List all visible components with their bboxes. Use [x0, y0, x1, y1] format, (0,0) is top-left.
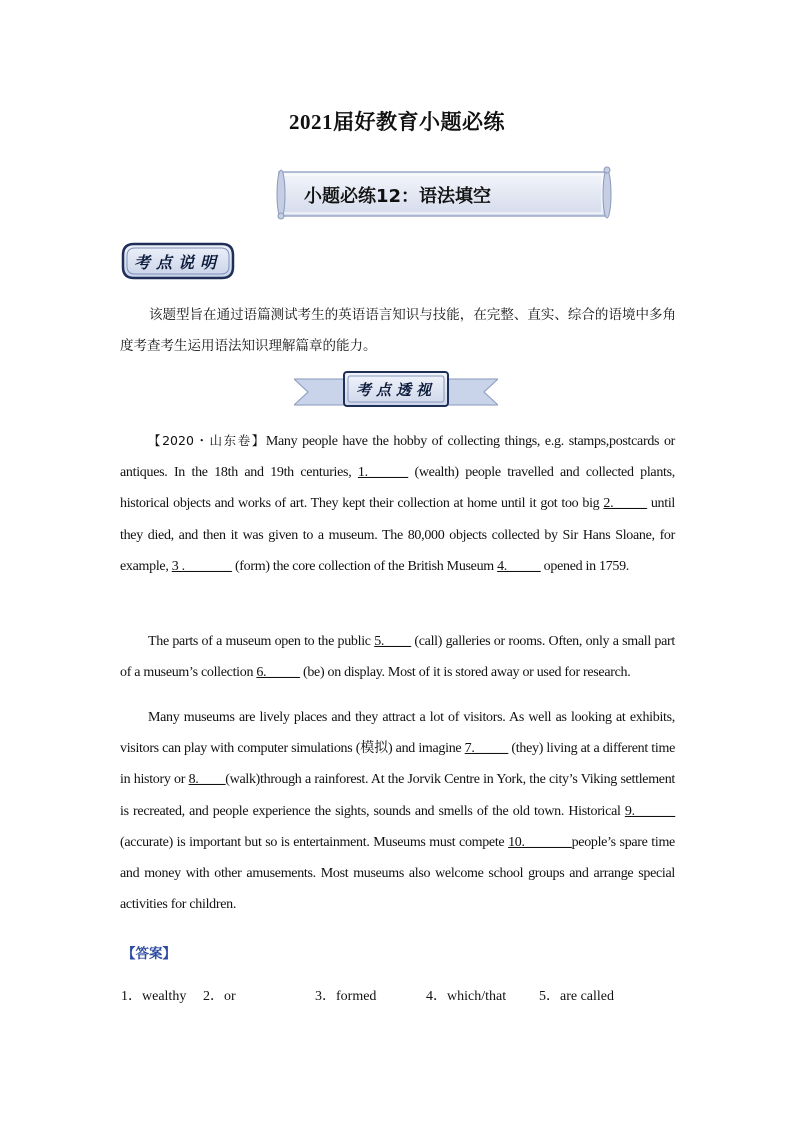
- ribbon-label: 考点透视: [355, 381, 436, 399]
- passage-text: (accurate) is important but so is entertainment. Museums must compete: [120, 834, 509, 850]
- blank-6[interactable]: 6._____: [256, 665, 300, 681]
- passage-paragraph-3: [120, 702, 675, 920]
- blank-9[interactable]: 9.______: [624, 803, 675, 819]
- blank-8[interactable]: 8.____: [188, 772, 226, 788]
- passage-text: (be) on display. Most of it is stored away or used for research.: [299, 665, 631, 681]
- blank-1[interactable]: 1.______: [357, 465, 409, 481]
- section-description: 该题型旨在通过语篇测试考生的英语语言知识与技能，在完整、直实、综合的语境中多角度考查考生运用语法知识理解篇章的能力。: [120, 307, 676, 354]
- passage-text: Many people have the hobby of collecting things, e.g. stamps,postcards or antiques. In the 18th and 19th centuries,: [120, 434, 676, 481]
- blank-2[interactable]: 2._____: [603, 496, 647, 512]
- passage-source: 【2020・山东卷】: [148, 433, 266, 448]
- passage-text: (they) living at a different time in history or: [120, 741, 675, 788]
- passage-text: (walk)through a rainforest. At the Jorvik Centre in York, the city’s Viking settlement is recreated, and people experience the sights, sounds and smells of the old town. Historical: [120, 772, 675, 819]
- blank-7[interactable]: 7._____: [464, 741, 509, 757]
- answer-item: 1．wealthy: [121, 989, 187, 1004]
- passage-text: Many museums are lively places and they attract a lot of visitors. As well as looking at exhibits, visitors can play with computer simulations (模拟) and imagine: [120, 710, 675, 757]
- passage-text: until they died, and then it was given to a museum. The 80,000 objects collected by Sir Hans Sloane, for example,: [120, 496, 675, 574]
- badge-label: 考点说明: [133, 253, 222, 272]
- answer-item: 2．or: [203, 989, 236, 1004]
- passage-paragraph-1: [120, 425, 675, 582]
- answer-item: 3．formed: [315, 989, 377, 1004]
- passage-text: (call) galleries or rooms. Often, only a small part of a museum’s collection: [120, 634, 675, 681]
- passage-text: (wealth) people travelled and collected plants, historical objects and works of art. They kept their collection at home until it got too big: [120, 465, 675, 512]
- kaodian-shuoming-badge: [120, 241, 236, 281]
- passage-text: people’s spare time and money with other amusements. Most museums also welcome school groups and arrange special activities for children.: [120, 834, 675, 913]
- blank-5[interactable]: 5.____: [374, 634, 411, 649]
- passage-text: opened in 1759.: [540, 558, 630, 574]
- answer-item: 5．are called: [539, 989, 615, 1004]
- passage-paragraph-2: [120, 626, 675, 688]
- passage-text: The parts of a museum open to the public: [148, 634, 375, 649]
- page-title: 2021届好教育小题必练: [289, 110, 505, 134]
- blank-10[interactable]: 10._______: [508, 834, 572, 850]
- answer-heading: 【答案】: [122, 946, 176, 962]
- scroll-label: 小题必练12：语法填空: [304, 186, 492, 207]
- passage-text: (form) the core collection of the British Museum: [231, 558, 498, 574]
- blank-4[interactable]: 4._____: [497, 558, 541, 574]
- answer-item: 4．which/that: [426, 989, 507, 1004]
- section-scroll-banner: [275, 164, 613, 220]
- kaodian-toushi-ribbon: [294, 369, 498, 413]
- blank-3[interactable]: 3 ._______: [171, 558, 232, 574]
